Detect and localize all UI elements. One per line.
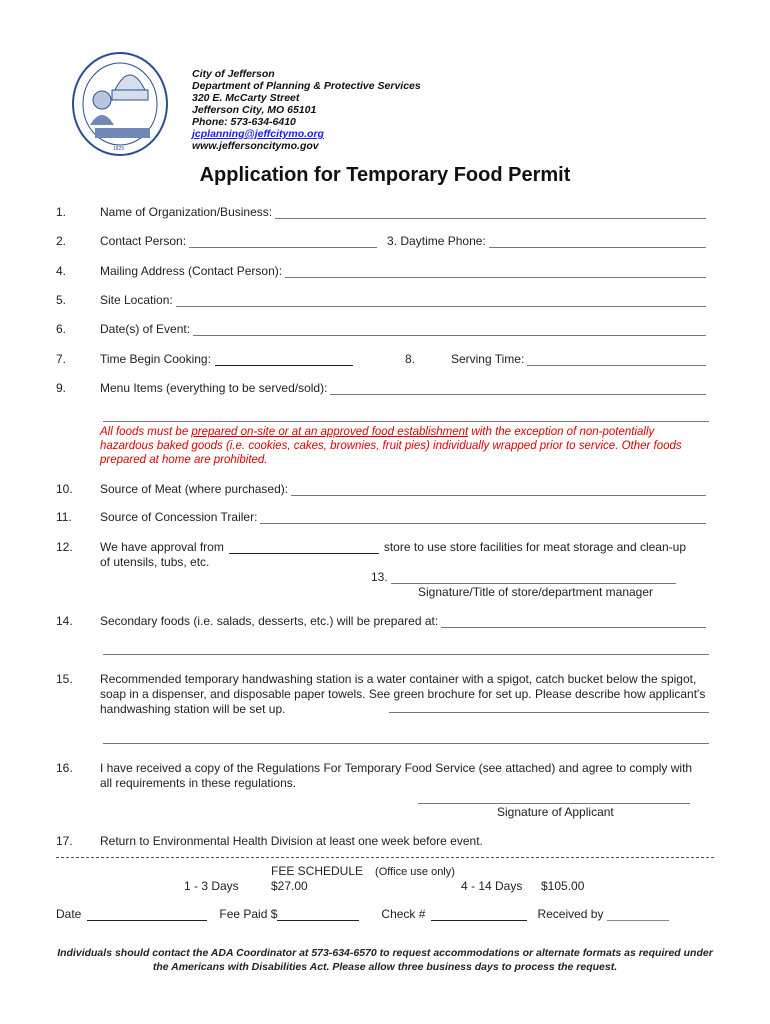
- label: Source of Meat (where purchased):: [100, 482, 289, 496]
- secondary-input-2[interactable]: [103, 643, 709, 655]
- received-by-input[interactable]: [607, 909, 669, 921]
- divider: [56, 857, 714, 858]
- field-7: [56, 351, 706, 366]
- label: Source of Concession Trailer:: [100, 510, 258, 524]
- store-input[interactable]: [229, 542, 379, 554]
- email-link[interactable]: jcplanning@jeffcitymo.org: [192, 128, 324, 140]
- fee-title: FEE SCHEDULE: [271, 864, 364, 878]
- num: 17.: [56, 834, 73, 848]
- label: Date(s) of Event:: [100, 322, 191, 336]
- phone-input[interactable]: [489, 236, 706, 248]
- field-14: [56, 613, 706, 628]
- svg-text:1825: 1825: [113, 146, 125, 152]
- num: 9.: [56, 381, 67, 395]
- num: 12.: [56, 540, 73, 554]
- num: 6.: [56, 322, 67, 336]
- field-11: [56, 509, 706, 524]
- meat-input[interactable]: [291, 484, 706, 496]
- num: 16.: [56, 761, 73, 775]
- field-5: [56, 292, 706, 307]
- label: store to use store facilities for meat storage and clean-up: [383, 540, 686, 554]
- t: with the exception of non-potentially hazardous baked goods (i.e. cookies, cakes, brownies, fruit pies) individually wrapped prior to service. Other foods prepared at home are prohibited.: [100, 426, 682, 466]
- label: 3. Daytime Phone:: [387, 234, 486, 248]
- t: prepared on-site or at an approved food establishment: [191, 426, 469, 438]
- contact-input[interactable]: [189, 236, 377, 248]
- field-12: [56, 539, 706, 554]
- applicant-signature-input[interactable]: [418, 792, 690, 804]
- agreement-text: I have received a copy of the Regulations For Temporary Food Service (see attached) and agree to comply with all requirements in these regulations.: [100, 761, 693, 790]
- handwashing-input[interactable]: [389, 701, 709, 713]
- check-input[interactable]: [431, 909, 527, 921]
- field-6: [56, 321, 706, 336]
- city-seal-logo: [70, 50, 170, 158]
- num: 14.: [56, 614, 73, 628]
- label: Date: [56, 907, 82, 921]
- agency-header: [192, 68, 421, 152]
- t: All foods must be: [100, 426, 192, 438]
- cooking-time-input[interactable]: [215, 354, 353, 366]
- trailer-input[interactable]: [260, 512, 706, 524]
- address-input[interactable]: [285, 266, 706, 278]
- handwashing-text: Recommended temporary handwashing station is a water container with a spigot, catch bucket below the spigot, soap in a dispenser, and disposable paper towels. See green brochure for set up. Please describe how applicant's handwashing station will be set up.: [100, 672, 706, 716]
- manager-signature-input[interactable]: [391, 572, 676, 584]
- num: 7.: [56, 352, 67, 366]
- label: Signature of Applicant: [497, 805, 614, 819]
- page-title: Application for Temporary Food Permit: [199, 164, 571, 186]
- fee-days: 1 - 3 Days: [184, 879, 239, 893]
- label: Site Location:: [100, 293, 173, 307]
- num: 15.: [56, 672, 73, 686]
- label: Name of Organization/Business:: [100, 205, 273, 219]
- street: 320 E. McCarty Street: [192, 92, 300, 104]
- label: Menu Items (everything to be served/sold):: [100, 381, 328, 395]
- fee-days: 4 - 14 Days: [461, 879, 523, 893]
- fee-price: $27.00: [271, 879, 308, 893]
- label: Return to Environmental Health Division at least one week before event.: [100, 834, 483, 848]
- dates-input[interactable]: [193, 324, 706, 336]
- serving-time-input[interactable]: [527, 354, 706, 366]
- field-4: [56, 263, 706, 278]
- ada-notice: Individuals should contact the ADA Coordinator at 573-634-6570 to request accommodations or alternate formats as required under the Americans with Disabilities Act. Please allow three business days to process the request.: [57, 947, 713, 973]
- org-input[interactable]: [275, 207, 706, 219]
- label: Contact Person:: [100, 234, 187, 248]
- label: Mailing Address (Contact Person):: [100, 264, 283, 278]
- site-input[interactable]: [176, 295, 706, 307]
- label: Fee Paid $: [219, 907, 278, 921]
- num: 11.: [56, 510, 72, 524]
- fee-price: $105.00: [541, 879, 585, 893]
- num: 5.: [56, 293, 67, 307]
- label: Time Begin Cooking:: [100, 352, 211, 366]
- field-2: [56, 233, 706, 248]
- num: 10.: [56, 482, 73, 496]
- food-notice: [100, 425, 706, 467]
- website: www.jeffersoncitymo.gov: [192, 140, 319, 152]
- label: of utensils, tubs, etc.: [100, 555, 210, 569]
- menu-input-2[interactable]: [103, 410, 709, 422]
- secondary-input[interactable]: [441, 616, 706, 628]
- menu-input[interactable]: [330, 383, 706, 395]
- label: Received by: [537, 907, 604, 921]
- field-1: [56, 204, 706, 219]
- fee-paid-input[interactable]: [277, 909, 359, 921]
- num: 2.: [56, 234, 67, 248]
- num: 4.: [56, 264, 67, 278]
- field-9: [56, 380, 706, 395]
- dept-name: Department of Planning & Protective Services: [192, 80, 421, 92]
- label: Secondary foods (i.e. salads, desserts, etc.) will be prepared at:: [100, 614, 439, 628]
- num: 8.: [404, 352, 415, 366]
- field-10: [56, 481, 706, 496]
- num: 13.: [371, 570, 388, 584]
- label: Serving Time:: [450, 352, 525, 366]
- handwashing-input-2[interactable]: [103, 732, 709, 744]
- date-input[interactable]: [87, 909, 207, 921]
- num: 1.: [56, 205, 67, 219]
- label: Check #: [381, 907, 426, 921]
- phone: Phone: 573-634-6410: [192, 116, 296, 128]
- label: We have approval from: [100, 540, 224, 554]
- city: Jefferson City, MO 65101: [192, 104, 317, 116]
- label: Signature/Title of store/department manager: [418, 585, 654, 599]
- office-note: (Office use only): [375, 866, 455, 878]
- org-name: City of Jefferson: [192, 68, 275, 80]
